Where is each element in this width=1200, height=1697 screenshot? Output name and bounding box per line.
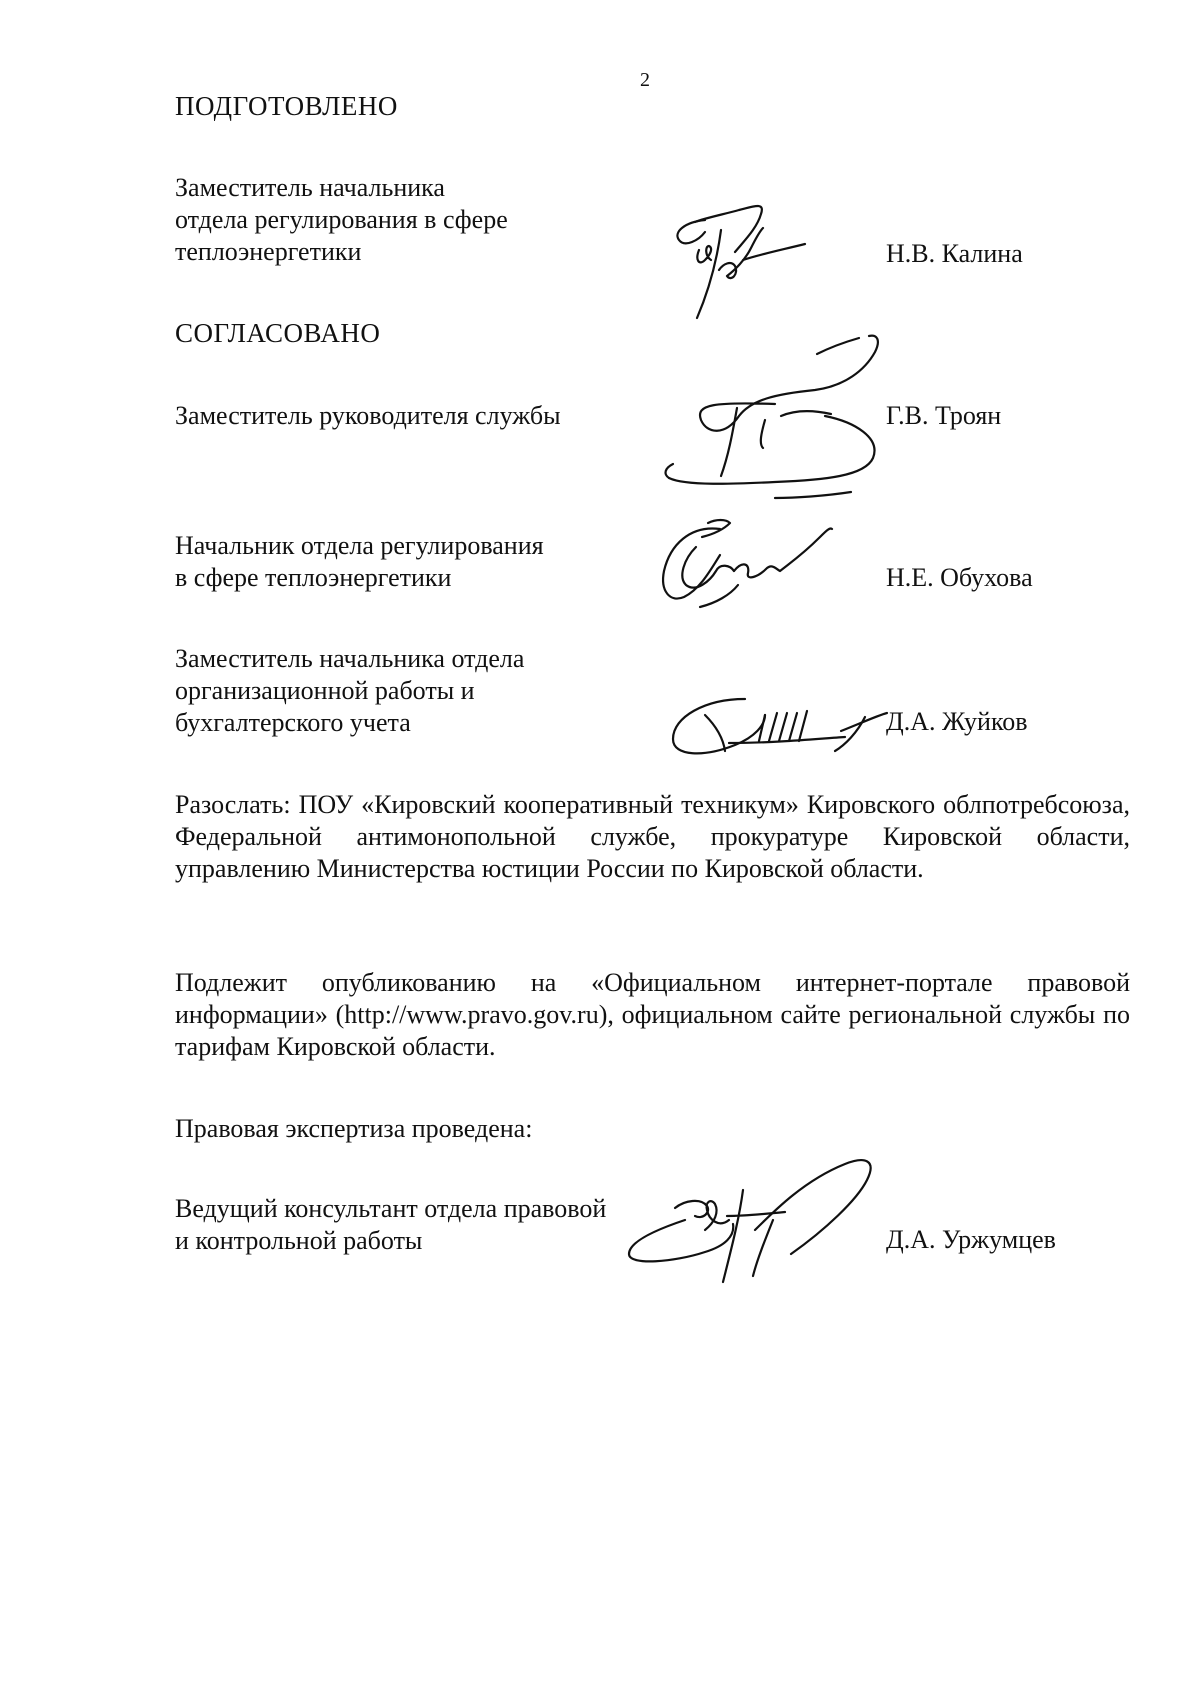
prepared-name: Н.В. Калина — [886, 239, 1023, 268]
signer-name: Д.А. Жуйков — [886, 707, 1028, 736]
signer-name: Н.Е. Обухова — [886, 563, 1033, 592]
signer-position — [175, 643, 655, 739]
legal-review-heading: Правовая экспертиза проведена: — [175, 1114, 533, 1143]
publication-paragraph: Подлежит опубликованию на «Официальном интернет-портале правовой информации» (http://www.pravo.gov.ru), официальном сайте региональной службы по тарифам Кировской области. — [175, 968, 1130, 1061]
prepared-position-line: Заместитель начальника — [175, 173, 445, 202]
agreed-heading: СОГЛАСОВАНО — [175, 318, 381, 348]
signer-position — [175, 400, 655, 432]
signer-position-line: в сфере теплоэнергетики — [175, 563, 452, 592]
legal-review-name: Д.А. Уржумцев — [886, 1225, 1056, 1254]
prepared-heading: ПОДГОТОВЛЕНО — [175, 91, 398, 121]
signature-urzhumtsev — [615, 1150, 895, 1290]
signer-position-line: бухгалтерского учета — [175, 708, 411, 737]
prepared-position-line: отдела регулирования в сфере — [175, 205, 508, 234]
signature-zhuykov — [665, 685, 895, 765]
legal-review-position-line: и контрольной работы — [175, 1226, 423, 1255]
distribution-paragraph: Разослать: ПОУ «Кировский кооперативный техникум» Кировского облпотребсоюза, Федеральной антимонопольной службе, прокуратуре Кировской области, управлению Министерства юстиции России по Кировской области. — [175, 790, 1130, 883]
prepared-position — [175, 172, 655, 268]
signature-kalina — [665, 200, 815, 330]
signer-position-line: Заместитель начальника отдела — [175, 644, 525, 673]
signer-position-line: Заместитель руководителя службы — [175, 401, 561, 430]
legal-review-position — [175, 1193, 655, 1257]
signer-position-line: Начальник отдела регулирования — [175, 531, 544, 560]
prepared-position-line: теплоэнергетики — [175, 237, 362, 266]
signature-troyan — [655, 330, 885, 500]
legal-review-position-line: Ведущий консультант отдела правовой — [175, 1194, 607, 1223]
page-number: 2 — [640, 69, 650, 91]
signer-position — [175, 530, 655, 594]
signature-obukhova — [650, 515, 840, 615]
signer-position-line: организационной работы и — [175, 676, 475, 705]
signer-name: Г.В. Троян — [886, 401, 1002, 430]
